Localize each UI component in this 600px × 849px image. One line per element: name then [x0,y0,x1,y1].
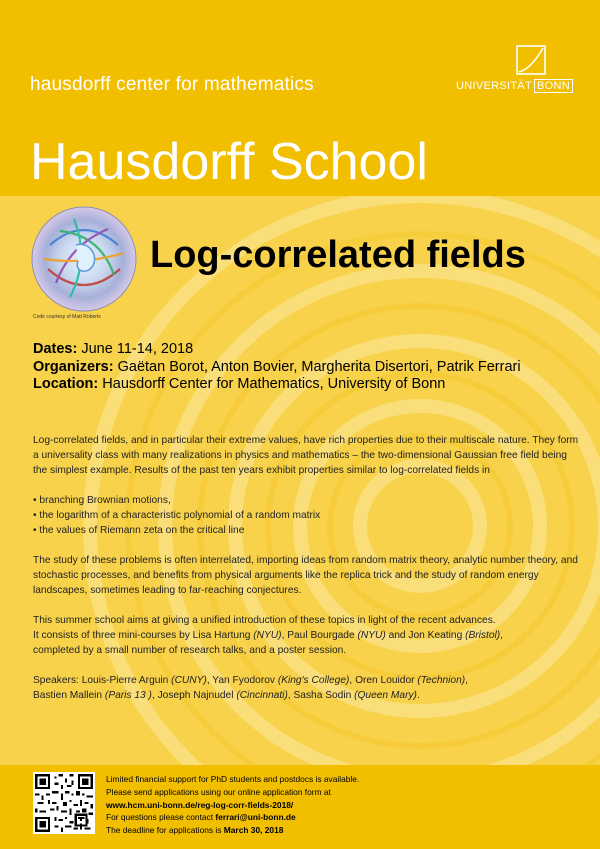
speaker-affiliation: (CUNY) [171,675,207,686]
speaker-affiliation: (Paris 13 ) [104,690,152,701]
intro-paragraph: Log-correlated fields, and in particular their extreme values, have rich properties due to their multiscale nature. They form a universality class with many realizations in physics and mathematics – the two-dimensional Gaussian free field being the simplest example. Results of the past ten years exhibit properties similar to log-correlated fields in [33,435,579,476]
courses-text: and Jon Keating [385,630,466,641]
fractal-image [30,205,138,313]
contact-line [106,811,359,824]
courses-text: It consists of three mini-courses by Lisa Hartung [33,630,254,641]
courses-affiliation: (Bristol) [465,630,501,641]
image-credit: Code courtesy of Matt Roberts [33,314,101,320]
speakers-paragraph [33,673,581,703]
event-details [33,341,521,394]
bullet-item: • branching Brownian motions, [33,495,171,506]
contact-prefix: For questions please contact [106,812,216,823]
aim-line: This summer school aims at giving a unified introduction of these topics in light of the recent advances. [33,615,496,626]
speaker-affiliation: (King's College) [277,675,350,686]
bullet-item: • the values of Riemann zeta on the critical line [33,525,245,536]
courses-text: , Paul Bourgade [281,630,358,641]
speaker-affiliation: (Technion) [417,675,466,686]
speaker-name: , Joseph Najnudel [151,690,237,701]
hcm-logo-part2: center for mathematics [110,74,314,95]
dates-value: June 11-14, 2018 [77,341,194,357]
dates-label: Dates: [33,341,78,357]
deadline-line [106,824,359,837]
bullet-item: • the logarithm of a characteristic polynomial of a random matrix [33,510,321,521]
speaker-name: , Sasha Sodin [287,690,355,701]
location-label: Location: [33,376,99,392]
organizers-line [33,359,521,377]
location-line [33,376,521,394]
courses-affiliation: (NYU) [357,630,386,641]
hcm-logo-part1: hausdorff [30,74,111,95]
study-paragraph: The study of these problems is often interrelated, importing ideas from random matrix theory, analytic number theory, and stochastic processes, and benefits from physical arguments like the replica trick and the study of random energy landscapes, sometimes leading to far-reaching conjectures. [33,555,578,596]
speaker-affiliation: (Cincinnati) [236,690,288,701]
speaker-name: , Yan Fyodorov [206,675,278,686]
courses-text: , [500,630,503,641]
description [33,433,581,703]
organizers-value: Gaëtan Borot, Anton Bovier, Margherita Disertori, Patrik Ferrari [113,358,521,375]
application-info [106,773,359,837]
uni-bonn-emblem-icon [475,44,575,80]
speaker-name: , Oren Louidor [349,675,418,686]
school-title: Hausdorff School [30,133,428,191]
courses-text: completed by a small number of research talks, and a poster session. [33,645,347,656]
speaker-affiliation: (Queen Mary) [354,690,417,701]
speaker-name: Bastien Mallein [33,690,105,701]
dates-line [33,341,521,359]
university-label: UNIVERSITÄT [456,80,533,92]
footer-line: Please send applications using our online application form at [106,786,331,797]
university-city: BONN [534,79,573,93]
deadline-prefix: The deadline for applications is [106,825,224,836]
footer-line: Limited financial support for PhD students and postdocs is available. [106,774,360,784]
uni-bonn-wordmark [456,80,573,92]
speaker-name: , [465,675,468,686]
courses-affiliation: (NYU) [253,630,282,641]
application-url-link[interactable]: www.hcm.uni-bonn.de/reg-log-corr-fields-2018/ [106,799,294,810]
organizers-label: Organizers: [33,358,114,375]
aim-paragraph [33,613,581,658]
speaker-name: . [416,690,420,701]
hcm-logo[interactable] [30,74,314,96]
qr-code-icon[interactable] [33,772,95,834]
uni-bonn-logo-mark[interactable] [475,44,575,80]
contact-email-link[interactable]: ferrari@uni-bonn.de [215,812,296,823]
event-title: Log-correlated fields [150,234,526,276]
deadline-date: March 30, 2018 [223,825,284,836]
speakers-label: Speakers: Louis-Pierre Arguin [33,675,172,686]
location-value: Hausdorff Center for Mathematics, University of Bonn [98,376,446,392]
